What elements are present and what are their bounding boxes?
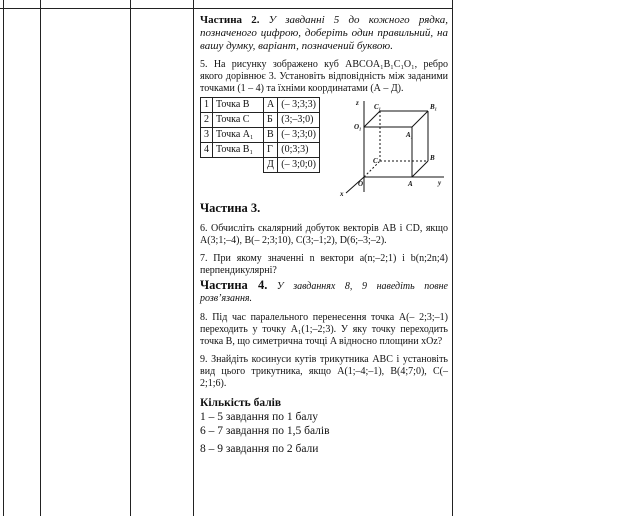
cube-diagram [336, 97, 448, 197]
coord-cell: (3;–3;0) [278, 113, 320, 128]
axis-y-label: y [438, 179, 442, 187]
point-cell: Точка A₁ [213, 128, 264, 143]
table-row [201, 98, 320, 113]
row-number: 2 [201, 113, 213, 128]
task7-text: 7. При якому значенні n вектори a(n;–2;1) і b(n;2n;4) перпендикулярні? [200, 253, 448, 276]
part4-instruction: У завданнях 8, 9 наведіть повне розв’язання. [200, 281, 448, 304]
part2-instruction: У завданні 5 до кожного рядка, позначеного цифрою, доберіть один правильний, на вашу думку, варіант, позначений буквою. [200, 14, 448, 52]
point-cell: Точка C [213, 113, 264, 128]
letter-cell: В [264, 128, 278, 143]
column-border [40, 0, 41, 516]
coord-cell: (– 3;3;0) [278, 128, 320, 143]
task5-text: 5. На рисунку зображено куб ABCOA₁B₁C₁O₁, ребро якого дорівнює 3. Установіть відповідність між заданими точками (1 – 4) та їхніми координатами (А – Д). [200, 59, 448, 94]
point-cell: Точка B [213, 98, 264, 113]
column-border [452, 0, 453, 516]
coord-cell: (0;3;3) [278, 143, 320, 158]
column-border [193, 0, 194, 516]
task8-text: 8. Під час паралельного перенесення точка A(– 2;3;–1) переходить у точку A₁(1;–2;3). У яку точку переходить точка B, що симетрична точці A відносно площини xOz? [200, 312, 448, 347]
task6-text: 6. Обчисліть скалярний добуток векторів AB і CD, якщо A(3;1;–4), B(– 2;3;10), C(3;–1;2), D(6;–3;–2). [200, 223, 448, 246]
score-line: 6 – 7 завдання по 1,5 балів [200, 425, 330, 437]
score-line: 8 – 9 завдання по 2 бали [200, 443, 319, 455]
label-c: C [373, 157, 378, 165]
row-border [0, 8, 453, 9]
score-title: Кількість балів [200, 397, 282, 409]
axis-x-label: x [340, 190, 344, 197]
score-line: 1 – 5 завдання по 1 балу [200, 411, 319, 423]
label-a: A [408, 180, 413, 188]
part4-block [200, 278, 448, 305]
label-b: B [430, 154, 435, 162]
task5-area [200, 97, 448, 199]
label-o: O [358, 180, 364, 188]
part4-title: Частина 4. [200, 278, 268, 292]
row-number: 4 [201, 143, 213, 158]
part2-block [200, 14, 448, 53]
label-b1: B₁ [430, 103, 438, 111]
part3-title: Частина 3. [200, 201, 261, 215]
matching-table [200, 97, 320, 173]
column-border [130, 0, 131, 516]
label-o1: O₁ [354, 123, 362, 131]
table-row [201, 143, 320, 158]
column-border [3, 0, 4, 516]
table-row [201, 128, 320, 143]
coord-cell: (– 3;3;3) [278, 98, 320, 113]
table-row [201, 113, 320, 128]
letter-cell: А [264, 98, 278, 113]
row-number: 3 [201, 128, 213, 143]
table-row [201, 158, 320, 173]
axis-z-label: z [356, 99, 359, 107]
coord-cell: (– 3;0;0) [278, 158, 320, 173]
label-a1: A₁ [406, 131, 414, 139]
task-cell [200, 14, 448, 456]
row-number: 1 [201, 98, 213, 113]
task9-text: 9. Знайдіть косинуси кутів трикутника ABC і установіть вид цього трикутника, якщо A(1;–4;–1), B(4;7;0), C(– 2;1;6). [200, 354, 448, 389]
part2-title: Частина 2. [200, 14, 260, 26]
point-cell: Точка B₁ [213, 143, 264, 158]
label-c1: C₁ [374, 103, 382, 111]
letter-cell: Д [264, 158, 278, 173]
letter-cell: Г [264, 143, 278, 158]
letter-cell: Б [264, 113, 278, 128]
score-block [200, 396, 448, 456]
